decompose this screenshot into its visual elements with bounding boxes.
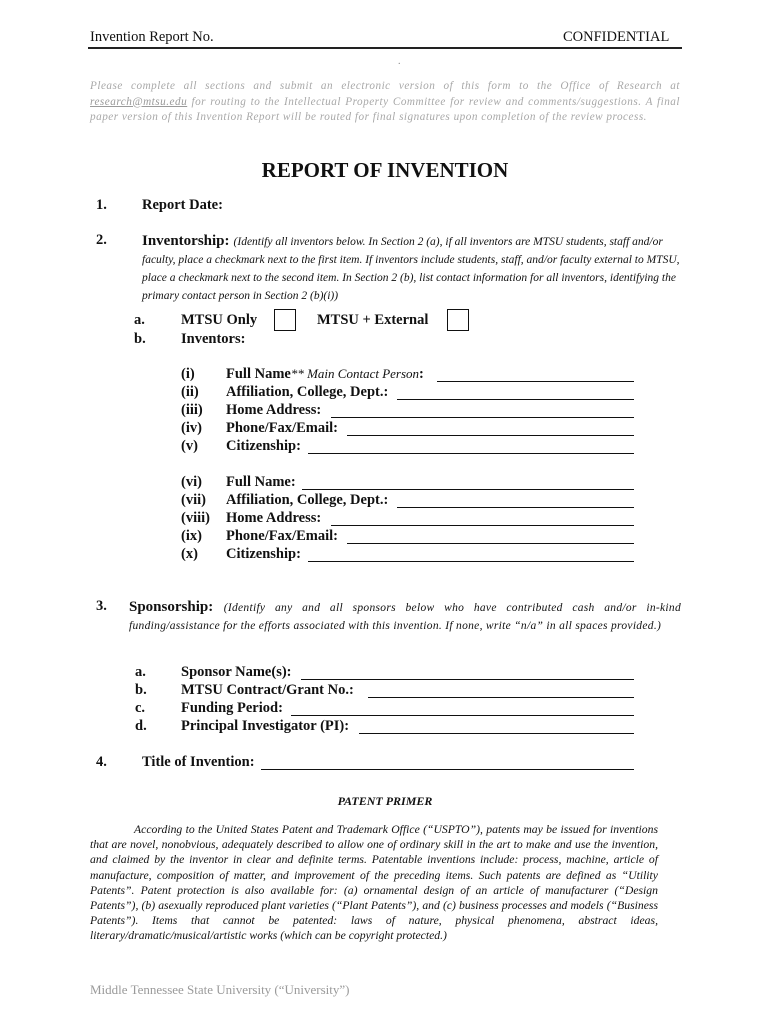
inventor1-citizenship-input[interactable] <box>308 439 634 454</box>
report-date-label: Report Date: <box>142 197 223 213</box>
inventors-label: Inventors: <box>181 331 246 347</box>
inventor1-phone-row <box>181 420 338 437</box>
inventor2-citizenship-label: Citizenship: <box>226 546 301 562</box>
footer-university-name: Middle Tennessee State University (“University”) <box>90 982 350 997</box>
funding-period-marker: c. <box>135 700 146 716</box>
mtsu-external-checkbox[interactable] <box>447 309 469 331</box>
funding-period-row <box>135 700 283 717</box>
patent-primer-text: According to the United States Patent and Trademark Office (“USPTO”), patents may be issued for inventions that are novel, nonobvious, adequately described to allow one of ordinary skill in the art to make and use the invention, and claimed by the inventor in clear and definite terms. Patentable inventions include: process, machine, article of manufacture, composition of matter, and improvement of the preceding items. Such patents are defined as “Utility Patents”. Patent protection is also available for: (a) ornamental design of an article of manufacturer (“Design Patents”), (b) asexually reproduced plant varieties (“Plant Patents”), and (c) business processes and models (“Business Patents”). Items that cannot be patented: laws of nature, physical phenomena, abstract ideas, literary/dramatic/musical/artistic works (which can be copyright protected.) <box>90 823 658 943</box>
intro-pre-text: Please complete all sections and submit an electronic version of this form to the Office of Research at <box>90 80 680 92</box>
section-2-number: 2. <box>96 232 107 248</box>
inventor2-home-address-input[interactable] <box>331 511 634 526</box>
inventor1-phone-marker: (iv) <box>181 420 202 436</box>
intro-instructions <box>90 79 680 126</box>
inventor1-full-name-colon: : <box>419 366 424 382</box>
mtsu-only-checkbox[interactable] <box>274 309 296 331</box>
inventor2-affiliation-row <box>181 492 389 509</box>
inventor2-home-address-label: Home Address: <box>226 510 322 526</box>
inventor2-affiliation-marker: (vii) <box>181 492 206 508</box>
inventorship-label: Inventorship: <box>142 233 230 249</box>
contract-grant-input[interactable] <box>368 683 634 698</box>
inventor2-full-name-row <box>181 474 296 491</box>
section-3-number: 3. <box>96 598 107 614</box>
section-4-number: 4. <box>96 754 107 770</box>
header-rule <box>88 47 682 49</box>
funding-period-input[interactable] <box>291 701 634 716</box>
invention-report-number-label: Invention Report No. <box>90 29 214 45</box>
header-dot: . <box>398 56 401 67</box>
inventor1-home-address-marker: (iii) <box>181 402 203 418</box>
inventor1-home-address-label: Home Address: <box>226 402 322 418</box>
inventor1-phone-label: Phone/Fax/Email: <box>226 420 338 436</box>
sponsor-name-row <box>135 664 292 681</box>
inventorship-instructions: (Identify all inventors below. In Section 2 (a), if all inventors are MTSU students, staff and/or faculty, place a checkmark next to the first item. If inventors include students, staff, and/or faculty external to MTSU, place a checkmark next to the second item. In Section 2 (b), list contact information for all inventors, identifying the primary contact person in Section 2 (b)(i)) <box>142 236 680 302</box>
inventor2-citizenship-row <box>181 546 301 563</box>
principal-investigator-marker: d. <box>135 718 147 734</box>
intro-post-text: for routing to the Intellectual Property Committee for review and comments/suggestions. A final paper version of this Invention Report will be routed for final signatures upon completion of the review process. <box>90 95 680 123</box>
research-email-link[interactable]: research@mtsu.edu <box>90 95 188 108</box>
contract-grant-row <box>135 682 354 699</box>
inventor2-citizenship-input[interactable] <box>308 547 634 562</box>
inventor1-affiliation-input[interactable] <box>397 385 634 400</box>
principal-investigator-label: Principal Investigator (PI): <box>181 718 350 734</box>
sponsor-name-marker: a. <box>135 664 146 680</box>
inventor2-full-name-label: Full Name: <box>226 474 296 490</box>
section-1-number: 1. <box>96 197 107 213</box>
section-2b-marker: b. <box>134 331 146 347</box>
inventor1-affiliation-row <box>181 384 389 401</box>
inventor1-affiliation-marker: (ii) <box>181 384 199 400</box>
inventor1-full-name-field <box>226 366 424 383</box>
inventor1-citizenship-label: Citizenship: <box>226 438 301 454</box>
principal-investigator-input[interactable] <box>359 719 634 734</box>
inventor1-full-name-marker: (i) <box>181 366 195 382</box>
inventor1-citizenship-marker: (v) <box>181 438 198 454</box>
inventor2-full-name-input[interactable] <box>302 475 634 490</box>
sponsorship-label: Sponsorship: <box>129 599 214 615</box>
inventor1-citizenship-row <box>181 438 301 455</box>
patent-primer-heading: PATENT PRIMER <box>337 794 433 808</box>
inventor2-phone-row <box>181 528 338 545</box>
principal-investigator-row <box>135 718 350 735</box>
inventor2-home-address-row <box>181 510 322 527</box>
confidential-label: CONFIDENTIAL <box>563 29 670 45</box>
section-2a-marker: a. <box>134 312 145 328</box>
contract-grant-marker: b. <box>135 682 147 698</box>
form-title: REPORT OF INVENTION <box>261 158 509 182</box>
inventor2-phone-input[interactable] <box>347 529 634 544</box>
sponsor-name-input[interactable] <box>301 665 634 680</box>
main-contact-note: ** Main Contact Person <box>290 366 420 381</box>
contract-grant-label: MTSU Contract/Grant No.: <box>181 682 354 698</box>
inventor2-full-name-marker: (vi) <box>181 474 202 490</box>
sponsorship-instructions: (Identify any and all sponsors below who have contributed cash and/or in-kind funding/assistance for the efforts associated with this invention. If none, write “n/a” in all spaces provided.) <box>129 602 682 632</box>
inventor1-home-address-row <box>181 402 322 419</box>
inventor1-phone-input[interactable] <box>347 421 634 436</box>
inventor1-affiliation-label: Affiliation, College, Dept.: <box>226 384 389 400</box>
inventor2-phone-marker: (ix) <box>181 528 202 544</box>
inventor2-phone-label: Phone/Fax/Email: <box>226 528 338 544</box>
inventor2-affiliation-label: Affiliation, College, Dept.: <box>226 492 389 508</box>
sponsor-name-label: Sponsor Name(s): <box>181 664 292 680</box>
inventor1-full-name-label: Full Name <box>226 366 291 382</box>
mtsu-external-label: MTSU + External <box>317 312 429 328</box>
title-of-invention-label: Title of Invention: <box>142 754 255 770</box>
mtsu-only-label: MTSU Only <box>181 312 258 328</box>
inventor2-home-address-marker: (viii) <box>181 510 210 526</box>
inventorship-block <box>142 232 682 304</box>
title-of-invention-input[interactable] <box>261 755 634 770</box>
inventor1-full-name-input[interactable] <box>437 367 634 382</box>
sponsorship-block <box>129 598 681 634</box>
inventor2-affiliation-input[interactable] <box>397 493 634 508</box>
inventor1-home-address-input[interactable] <box>331 403 634 418</box>
funding-period-label: Funding Period: <box>181 700 283 716</box>
inventor1-full-name-row <box>181 366 424 383</box>
inventor2-citizenship-marker: (x) <box>181 546 198 562</box>
